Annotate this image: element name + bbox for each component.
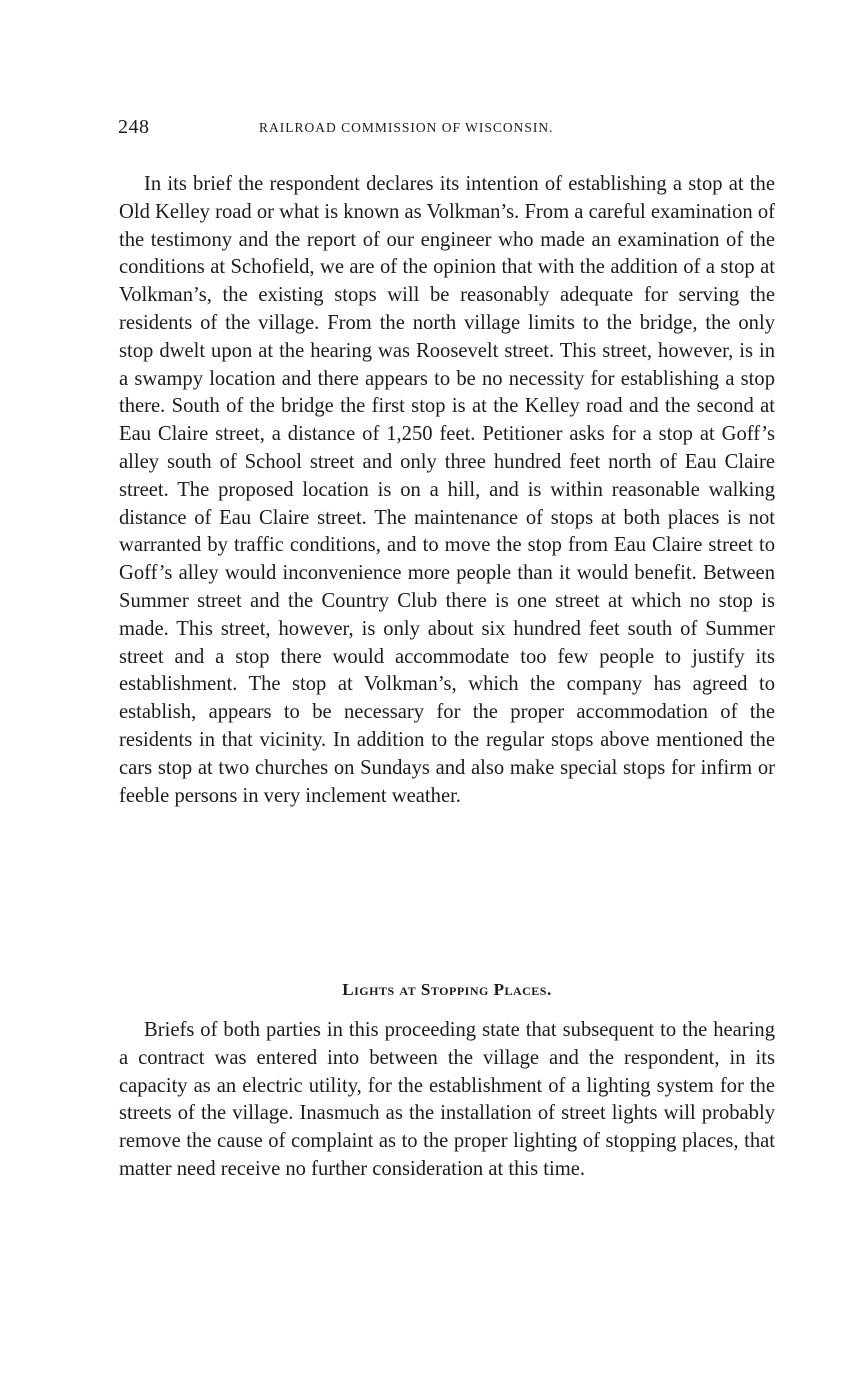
page-header <box>118 116 778 146</box>
running-head: RAILROAD COMMISSION OF WISCONSIN. <box>259 120 554 135</box>
body-paragraph-stops: In its brief the respondent declares its intention of establishing a stop at the Old Kelley road or what is known as Volkman’s. From a careful examination of the testimony and the report of our engineer who made an examination of the conditions at Schofield, we are of the opinion that with the addition of a stop at Volkman’s, the existing stops will be reasonably adequate for serving the residents of the village. From the north village limits to the bridge, the only stop dwelt upon at the hearing was Roosevelt street. This street, however, is in a swampy location and there appears to be no necessity for establishing a stop there. South of the bridge the first stop is at the Kelley road and the second at Eau Claire street, a distance of 1,250 feet. Petitioner asks for a stop at Goff’s alley south of School street and only three hundred feet north of Eau Claire street. The proposed location is on a hill, and is within reasonable walking distance of Eau Claire street. The maintenance of stops at both places is not warranted by traffic conditions, and to move the stop from Eau Claire street to Goff’s alley would inconvenience more people than it would benefit. Between Summer street and the Country Club there is one street at which no stop is made. This street, however, is only about six hundred feet south of Summer street and a stop there would accommodate too few people to justify its establishment. The stop at Volkman’s, which the company has agreed to establish, appears to be necessary for the proper accommodation of the residents in that vicinity. In addition to the regular stops above mentioned the cars stop at two churches on Sundays and also make special stops for infirm or feeble persons in very inclement weather. <box>119 173 775 807</box>
page-number: 248 <box>118 116 150 138</box>
section-heading: Lights at Stopping Places. <box>342 980 552 999</box>
body-paragraph-lights: Briefs of both parties in this proceeding state that subsequent to the hearing a contract was entered into between the village and the respondent, in its capacity as an electric utility, for the establishment of a lighting system for the streets of the village. Inasmuch as the installation of street lights will probably remove the cause of complaint as to the proper lighting of stopping places, that matter need receive no further consideration at this time. <box>119 1019 775 1180</box>
